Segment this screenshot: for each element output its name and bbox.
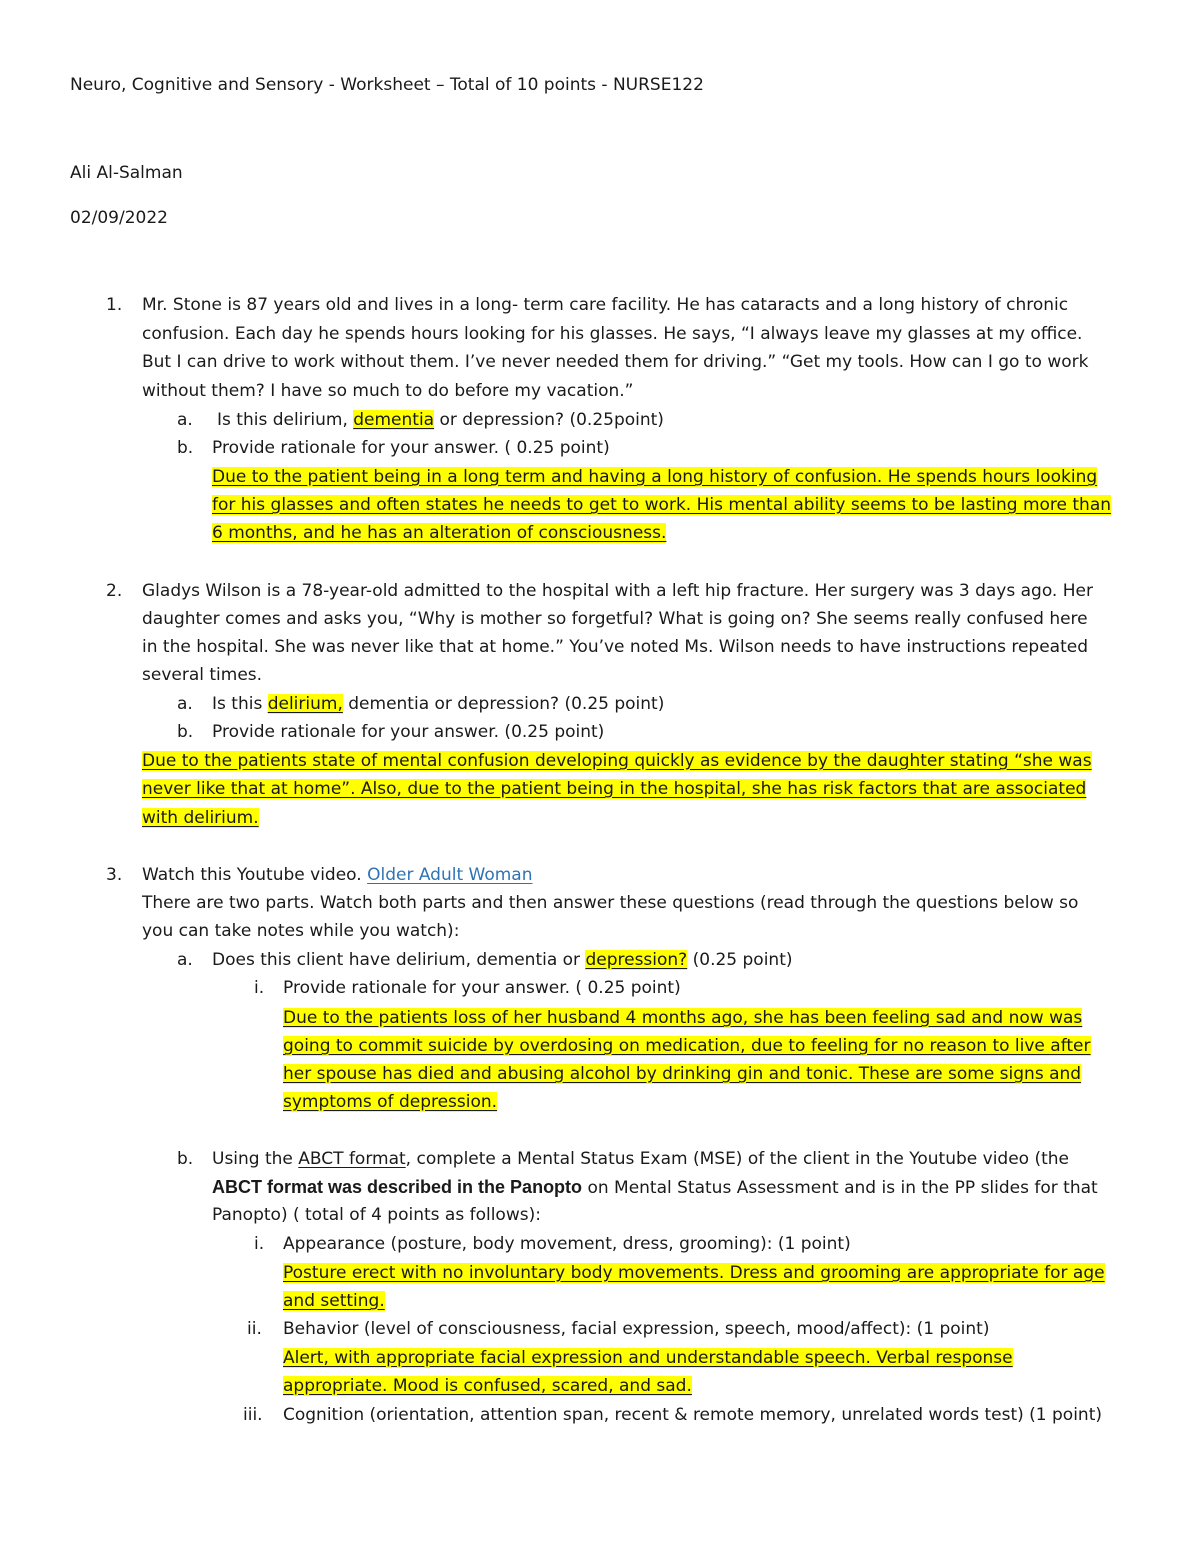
mse-cognition-prompt: Cognition (orientation, attention span, recent & remote memory, unrelated words test) (1 point) [283,1405,1102,1425]
question-1-answer-line: for his glasses and often states he needs to get to work. His mental ability seems to be lasting more than [212,495,1112,515]
question-3a [212,948,793,972]
question-3a-i-text: Provide rationale for your answer. ( 0.25 point) [283,978,681,998]
question-3a-answer-line: going to commit suicide by overdosing on medication, due to feeling for no reason to live after [283,1036,1091,1056]
question-1a-text: Is this delirium, [217,410,354,430]
question-1a-marker: a. [177,410,193,430]
mse-appearance-prompt: Appearance (posture, body movement, dress, grooming): (1 point) [283,1234,851,1254]
question-2b-text: Provide rationale for your answer. (0.25 point) [212,722,605,742]
worksheet-title: Neuro, Cognitive and Sensory - Worksheet – Total of 10 points - NURSE122 [70,75,704,95]
question-2a-points: dementia or depression? (0.25 point) [342,694,665,714]
question-3a-i-marker: i. [254,978,265,998]
question-3a-answer-line: symptoms of depression. [283,1092,498,1112]
question-3b-text: Using the [212,1149,299,1169]
question-1-stem-line: without them? I have so much to do before my vacation.” [142,381,634,401]
abct-panopto-note: ABCT format was described in the Panopto [212,1177,583,1197]
question-3-intro-line: There are two parts. Watch both parts and then answer these questions (read through the questions below so [142,893,1079,913]
question-1-stem-line: confusion. Each day he spends hours looking for his glasses. He says, “I always leave my glasses at my office. [142,324,1083,344]
question-2a-answer: delirium, [267,694,343,714]
question-1b-marker: b. [177,438,194,458]
mse-item-marker: i. [254,1234,265,1254]
student-name: Ali Al-Salman [70,163,183,183]
question-1a-answer: dementia [353,410,435,430]
question-3a-text: Does this client have delirium, dementia or [212,950,586,970]
question-3-intro-line: you can take notes while you watch): [142,921,460,941]
mse-item-marker: ii. [247,1319,262,1339]
question-2-stem-line: several times. [142,665,263,685]
question-2-answer-line: Due to the patients state of mental confusion developing quickly as evidence by the daughter stating “she was [142,751,1092,771]
document-date: 02/09/2022 [70,208,168,228]
question-3b-line [212,1147,1069,1171]
question-2a [212,692,664,716]
question-1-stem-line: Mr. Stone is 87 years old and lives in a long- term care facility. He has cataracts and a long history of chronic [142,295,1069,315]
mse-appearance-answer-line: and setting. [283,1291,385,1311]
question-3a-points: (0.25 point) [687,950,793,970]
question-3b-line [212,1175,1098,1200]
question-3-number: 3. [106,865,123,885]
older-adult-woman-link[interactable]: Older Adult Woman [367,865,533,885]
mse-item-marker: iii. [243,1405,263,1425]
question-2-answer-line: never like that at home”. Also, due to the patient being in the hospital, she has risk factors that are associated [142,779,1087,799]
question-2b-marker: b. [177,722,194,742]
question-1b-text: Provide rationale for your answer. ( 0.25 point) [212,438,610,458]
mse-appearance-answer-line: Posture erect with no involuntary body movements. Dress and grooming are appropriate for age [283,1263,1105,1283]
question-2-stem-line: daughter comes and asks you, “Why is mother so forgetful? What is going on? She seems really confused here [142,609,1088,629]
question-2a-text: Is this [212,694,268,714]
question-2-number: 2. [106,581,123,601]
question-3b-text: , complete a Mental Status Exam (MSE) of the client in the Youtube video (the [405,1149,1070,1169]
question-3b-marker: b. [177,1149,194,1169]
question-1-answer-line: Due to the patient being in a long term and having a long history of confusion. He spends hours looking [212,467,1098,487]
question-2a-marker: a. [177,694,193,714]
abct-format-term: ABCT format [298,1149,406,1169]
mse-behavior-prompt: Behavior (level of consciousness, facial expression, speech, mood/affect): (1 point) [283,1319,990,1339]
question-1-number: 1. [106,295,123,315]
question-3a-answer-line: her spouse has died and abusing alcohol by drinking gin and tonic. These are some signs and [283,1064,1082,1084]
question-1-answer-line: 6 months, and he has an alteration of consciousness. [212,523,667,543]
question-3b-text: on Mental Status Assessment and is in the PP slides for that [582,1178,1098,1198]
question-2-stem-line: Gladys Wilson is a 78-year-old admitted to the hospital with a left hip fracture. Her surgery was 3 days ago. Her [142,581,1093,601]
question-1-stem-line: But I can drive to work without them. I’ve never needed them for driving.” “Get my tools. How can I go to work [142,352,1089,372]
mse-behavior-answer-line: appropriate. Mood is confused, scared, and sad. [283,1376,692,1396]
question-3a-answer-line: Due to the patients loss of her husband 4 months ago, she has been feeling sad and now was [283,1008,1083,1028]
question-1a-points: or depression? (0.25point) [434,410,664,430]
question-2-answer-line: with delirium. [142,808,259,828]
question-3b-line: Panopto) ( total of 4 points as follows): [212,1205,541,1225]
question-3a-marker: a. [177,950,193,970]
question-2-stem-line: in the hospital. She was never like that at home.” You’ve noted Ms. Wilson needs to have instructions repeated [142,637,1089,657]
question-1a [217,408,664,432]
question-3-intro-text: Watch this Youtube video. [142,865,368,885]
question-3-intro [142,863,533,887]
mse-behavior-answer-line: Alert, with appropriate facial expression and understandable speech. Verbal response [283,1348,1013,1368]
question-3a-answer: depression? [585,950,688,970]
